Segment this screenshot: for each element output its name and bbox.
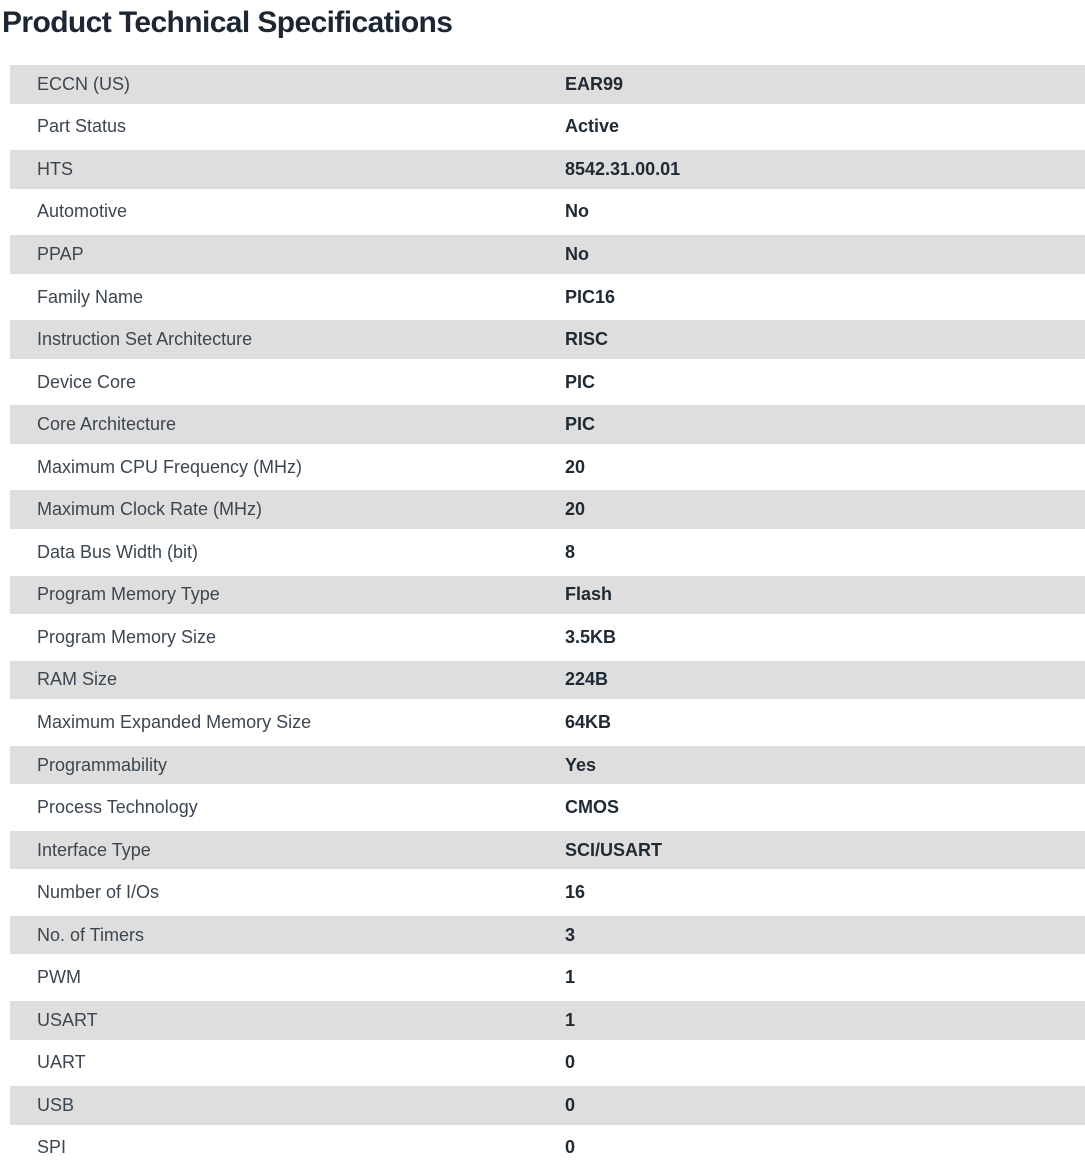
spec-label: Programmability: [37, 754, 168, 775]
spec-row: [10, 318, 1085, 361]
spec-row: [10, 871, 1085, 914]
spec-label: UART: [37, 1052, 86, 1073]
spec-label: HTS: [37, 158, 73, 179]
spec-label: RAM Size: [37, 669, 118, 690]
spec-label: Part Status: [37, 116, 127, 137]
spec-row: [10, 659, 1085, 702]
spec-row: [10, 276, 1085, 319]
spec-value: Flash: [565, 584, 613, 605]
spec-label: Instruction Set Architecture: [37, 329, 253, 350]
spec-row: [10, 488, 1085, 531]
spec-row: [10, 786, 1085, 829]
spec-row: [10, 531, 1085, 574]
spec-value: Active: [565, 116, 620, 137]
spec-value: RISC: [565, 329, 609, 350]
spec-row: [10, 616, 1085, 659]
spec-label: Process Technology: [37, 797, 198, 818]
spec-value: 64KB: [565, 711, 612, 732]
spec-value: PIC16: [565, 286, 616, 307]
spec-value: 8: [565, 541, 576, 562]
spec-label: Maximum CPU Frequency (MHz): [37, 456, 303, 477]
spec-row: [10, 914, 1085, 957]
spec-row: [10, 148, 1085, 191]
spec-value: 0: [565, 1094, 576, 1115]
spec-value: 0: [565, 1137, 576, 1158]
spec-value: 3.5KB: [565, 626, 617, 647]
spec-row: [10, 1042, 1085, 1085]
spec-label: Number of I/Os: [37, 882, 160, 903]
spec-value: CMOS: [565, 797, 619, 818]
spec-row: [10, 361, 1085, 404]
spec-label: No. of Timers: [37, 924, 145, 945]
spec-value: No: [565, 201, 589, 222]
spec-value: 1: [565, 1009, 576, 1030]
spec-label: Program Memory Size: [37, 626, 217, 647]
spec-label: USART: [37, 1009, 98, 1030]
spec-row: [10, 744, 1085, 787]
spec-label: Program Memory Type: [37, 584, 220, 605]
spec-row: [10, 233, 1085, 276]
spec-row: [10, 446, 1085, 489]
spec-label: PWM: [37, 967, 81, 988]
spec-value: 1: [565, 967, 576, 988]
spec-value: PIC: [565, 414, 596, 435]
spec-value: 3: [565, 924, 576, 945]
spec-value: 20: [565, 499, 586, 520]
spec-row: [10, 63, 1085, 106]
spec-label: Maximum Expanded Memory Size: [37, 711, 312, 732]
spec-value: No: [565, 243, 589, 264]
spec-label: Family Name: [37, 286, 144, 307]
spec-value: SCI/USART: [565, 839, 663, 860]
spec-value: EAR99: [565, 73, 624, 94]
spec-value: 224B: [565, 669, 609, 690]
spec-table: [10, 63, 1085, 1165]
spec-row: [10, 574, 1085, 617]
spec-value: 0: [565, 1052, 576, 1073]
page-title: Product Technical Specifications: [2, 6, 453, 39]
spec-row: [10, 829, 1085, 872]
spec-value: 20: [565, 456, 586, 477]
spec-row: [10, 191, 1085, 234]
spec-value: PIC: [565, 371, 596, 392]
spec-label: Interface Type: [37, 839, 151, 860]
spec-label: SPI: [37, 1137, 67, 1158]
spec-label: ECCN (US): [37, 73, 130, 94]
spec-row: [10, 403, 1085, 446]
spec-row: [10, 106, 1085, 149]
spec-row: [10, 1084, 1085, 1127]
spec-label: Data Bus Width (bit): [37, 541, 199, 562]
spec-row: [10, 999, 1085, 1042]
spec-value: 16: [565, 882, 586, 903]
spec-value: 8542.31.00.01: [565, 158, 681, 179]
spec-label: Maximum Clock Rate (MHz): [37, 499, 263, 520]
spec-label: USB: [37, 1094, 75, 1115]
spec-label: PPAP: [37, 243, 84, 264]
spec-label: Automotive: [37, 201, 128, 222]
spec-label: Device Core: [37, 371, 137, 392]
spec-value: Yes: [565, 754, 597, 775]
spec-row: [10, 701, 1085, 744]
spec-row: [10, 956, 1085, 999]
spec-row: [10, 1127, 1085, 1165]
spec-label: Core Architecture: [37, 414, 177, 435]
